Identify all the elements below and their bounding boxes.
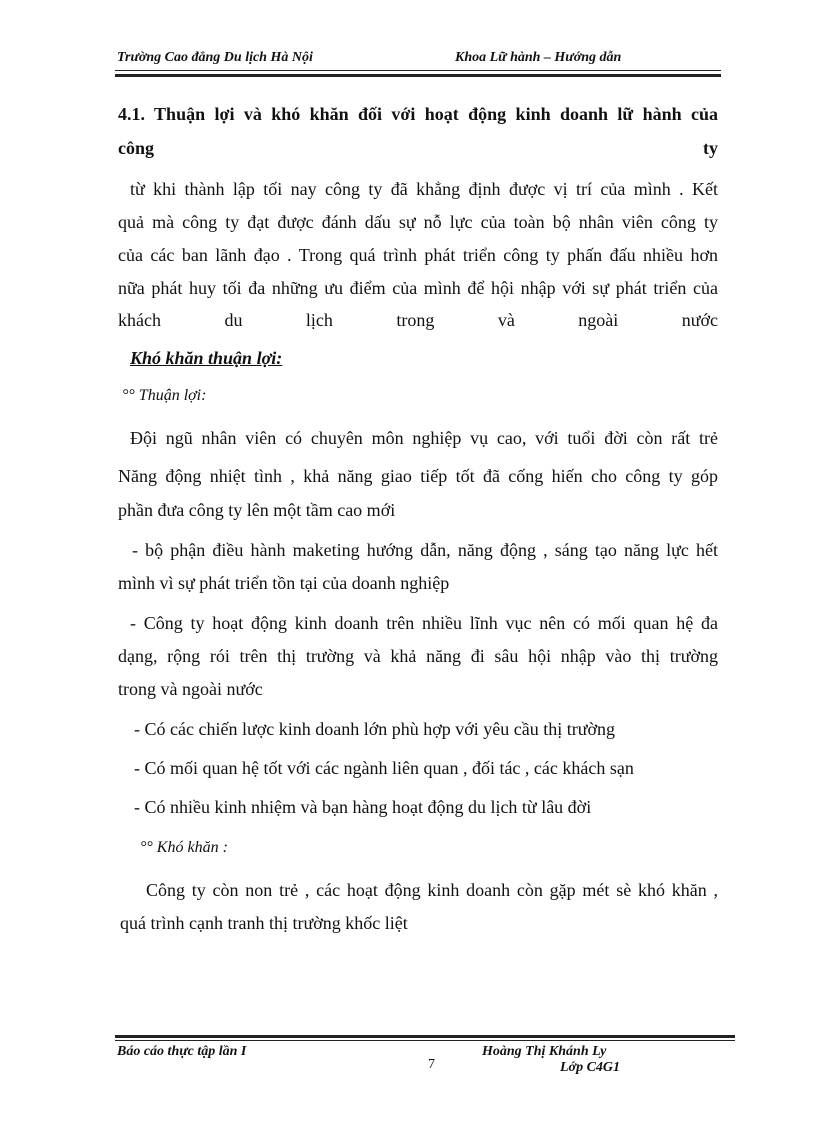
- header-school: Trường Cao đẳng Du lịch Hà Nội: [117, 50, 313, 65]
- difficulty-line: quá trình cạnh tranh thị trường khốc liệt: [120, 913, 408, 933]
- difficulty-line: Công ty còn non trẻ , các hoạt động kinh doanh còn gặp mét sè khó khăn ,: [146, 880, 718, 900]
- advantage-line: Đội ngũ nhân viên có chuyên môn nghiệp vụ cao, với tuổi đời còn rất trẻ: [130, 428, 718, 448]
- difficulties-label: °° Khó khăn :: [140, 839, 228, 856]
- section-heading-line2: [118, 138, 718, 158]
- subheading: Khó khăn thuận lợi:: [130, 348, 283, 368]
- advantage-line: - Có mối quan hệ tốt với các ngành liên quan , đối tác , các khách sạn: [134, 758, 634, 778]
- advantage-line: phần đưa công ty lên một tầm cao mới: [118, 500, 396, 520]
- advantages-label: °° Thuận lợi:: [122, 387, 207, 404]
- intro-line: của các ban lãnh đạo . Trong quá trình phát triển công ty phấn đấu nhiều hơn: [118, 245, 718, 265]
- footer-class: Lớp C4G1: [560, 1060, 621, 1075]
- advantage-line: - Có các chiến lược kinh doanh lớn phù hợp với yêu cầu thị trường: [134, 719, 615, 739]
- advantage-line: trong và ngoài nước: [118, 679, 263, 699]
- header-faculty: Khoa Lữ hành – Hướng dẫn: [455, 50, 622, 65]
- advantage-line: - Có nhiều kinh nhiệm và bạn hàng hoạt động du lịch từ lâu đời: [134, 797, 592, 817]
- header-rule-thick: [115, 74, 721, 77]
- advantage-line: - bộ phận điều hành maketing hướng dẫn, năng động , sáng tạo năng lực hết: [132, 540, 718, 560]
- section-heading-word-left: công: [118, 138, 154, 158]
- advantage-line: - Công ty hoạt động kinh doanh trên nhiều lĩnh vục nên có mối quan hệ đa: [130, 613, 718, 633]
- header-rule: [115, 70, 721, 71]
- advantage-line: dạng, rộng rói trên thị trường và khả năng đi sâu hội nhập vào thị trường: [118, 646, 718, 666]
- section-heading-line1: 4.1. Thuận lợi và khó khăn đối với hoạt động kinh doanh lữ hành của: [118, 104, 718, 124]
- intro-line: khách du lịch trong và ngoài nước: [118, 310, 718, 330]
- footer-report-title: Báo cáo thực tập lần I: [117, 1044, 247, 1059]
- footer-rule-thick: [115, 1035, 735, 1038]
- advantage-line: mình vì sự phát triển tồn tại của doanh nghiệp: [118, 573, 450, 593]
- intro-line: từ khi thành lập tối nay công ty đã khẳng định được vị trí của mình . Kết: [130, 179, 718, 199]
- page-number: 7: [428, 1057, 435, 1072]
- section-heading-word-right: ty: [703, 138, 718, 158]
- intro-line: quả mà công ty đạt được đánh dấu sự nỗ lực của toàn bộ nhân viên công ty: [118, 212, 718, 232]
- advantage-line: Năng động nhiệt tình , khả năng giao tiếp tốt đã cống hiến cho công ty góp: [118, 466, 718, 486]
- footer-author: Hoàng Thị Khánh Ly: [482, 1044, 607, 1059]
- footer-rule: [115, 1040, 735, 1041]
- intro-line: nữa phát huy tối đa những ưu điểm của mình để hội nhập với sự phát triển của: [118, 278, 718, 298]
